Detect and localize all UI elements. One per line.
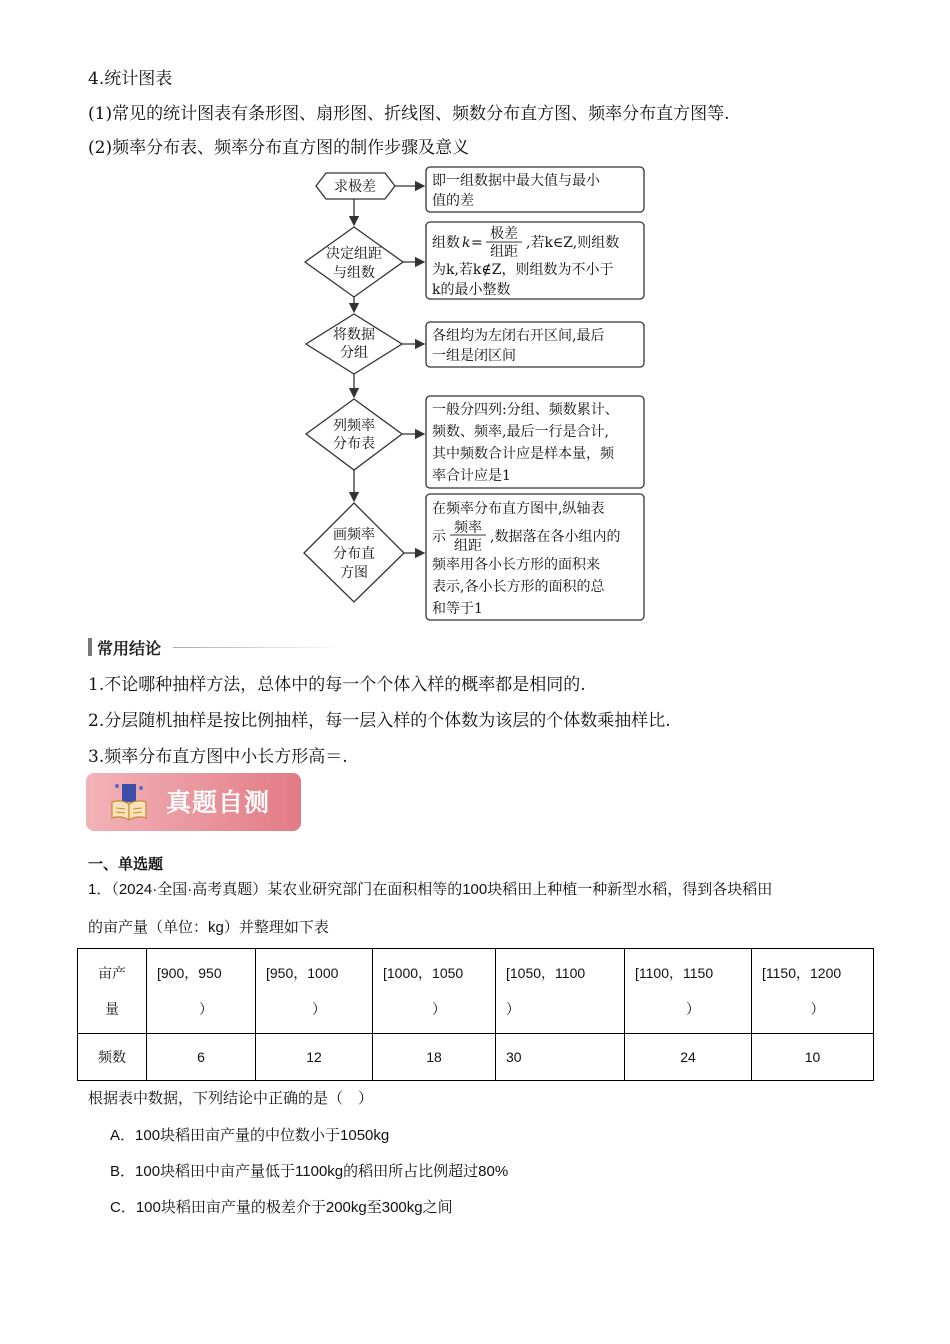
step-label-line: 画频率 — [333, 527, 375, 543]
desc-line: 即一组数据中最大值与最小 — [432, 173, 600, 189]
table-header-cell — [256, 949, 373, 1034]
desc-line: 频率用各小长方形的面积来 — [432, 557, 600, 573]
step-label-range: 求极差 — [334, 179, 376, 195]
table-header-cell — [78, 949, 147, 1034]
desc-line: 其中频数合计应是样本量，频 — [432, 446, 614, 462]
interval-close: ） — [506, 1001, 520, 1017]
desc-line: 为k,若k∉Z，则组数为不小于 — [432, 262, 614, 278]
table-cell: 30 — [496, 1034, 625, 1081]
table-cell: 频数 — [78, 1034, 147, 1081]
row-label: 量 — [105, 1001, 119, 1017]
desc-text: = — [471, 235, 483, 251]
table-row — [78, 949, 874, 1034]
desc-line: 各组均为左闭右开区间,最后 — [432, 328, 605, 344]
interval-label: [1000，1050 — [383, 965, 464, 981]
step-label-line: 决定组距 — [326, 246, 382, 262]
step-label-line: 方图 — [340, 565, 368, 581]
row-label: 亩产 — [98, 965, 126, 981]
desc-text: k — [462, 235, 471, 251]
fraction-numerator: 频率 — [454, 520, 482, 536]
table-row — [78, 1034, 874, 1081]
conclusion-item: 3.频率分布直方图中小长方形高＝. — [88, 747, 348, 767]
exercise-section-title: 一、单选题 — [88, 856, 164, 873]
desc-line: k的最小整数 — [432, 282, 511, 298]
book-icon — [108, 780, 152, 824]
header-accent-bar — [88, 638, 92, 656]
desc-line: 频数、频率,最后一行是合计, — [432, 424, 609, 440]
desc-text: ,若k∈Z,则组数 — [526, 235, 620, 251]
interval-label: [1050，1100 — [506, 965, 586, 981]
fraction-denominator: 组距 — [490, 244, 518, 260]
desc-line: 率合计应是1 — [432, 468, 511, 484]
desc-text: 示 — [432, 529, 446, 545]
answer-option-a[interactable]: A．100块稻田亩产量的中位数小于1050kg — [110, 1127, 390, 1144]
table-header-cell — [373, 949, 496, 1034]
interval-label: [950，1000 — [266, 965, 339, 981]
step-label-line: 分布表 — [333, 436, 375, 452]
desc-text: 组数 — [432, 235, 460, 251]
table-header-cell — [147, 949, 256, 1034]
interval-close: ） — [686, 1001, 700, 1017]
desc-line: 一般分四列:分组、频数累计、 — [432, 402, 619, 418]
banner-title: 真题自测 — [166, 788, 271, 817]
table-cell: 24 — [625, 1034, 752, 1081]
desc-text: ,数据落在各小组内的 — [490, 529, 621, 545]
fraction-numerator: 极差 — [490, 226, 518, 242]
interval-close: ） — [199, 1001, 213, 1017]
interval-close: ） — [432, 1001, 446, 1017]
table-header-cell — [625, 949, 752, 1034]
conclusion-item: 2.分层随机抽样是按比例抽样，每一层入样的个体数为该层的个体数乘抽样比. — [88, 711, 671, 731]
step-label-line: 分组 — [340, 345, 368, 361]
header-divider — [173, 647, 343, 648]
interval-label: [1100，1150 — [635, 965, 714, 981]
question-text: 1．（2024·全国·高考真题）某农业研究部门在面积相等的100块稻田上种植一种新型水稻，得到各块稻田 — [88, 881, 773, 898]
section-banner — [86, 773, 301, 831]
step-shape-group-width — [305, 227, 403, 297]
interval-close: ） — [810, 1001, 825, 1017]
step-label-line: 与组数 — [333, 265, 375, 281]
desc-line: 一组是闭区间 — [432, 348, 516, 364]
step-shape-freq-table — [306, 399, 402, 470]
step-label-line: 列频率 — [333, 418, 375, 434]
fraction-denominator: 组距 — [454, 538, 482, 554]
question-prompt: 根据表中数据，下列结论中正确的是（ ） — [88, 1090, 374, 1107]
section-heading: 4.统计图表 — [88, 69, 173, 89]
table-cell: 12 — [256, 1034, 373, 1081]
interval-label: [1150，1200 — [762, 965, 842, 981]
point-2: (2)频率分布表、频率分布直方图的制作步骤及意义 — [88, 138, 470, 158]
desc-line: 表示,各小长方形的面积的总 — [432, 579, 605, 595]
desc-line: 和等于1 — [432, 601, 483, 617]
point-1: (1)常见的统计图表有条形图、扇形图、折线图、频数分布直方图、频率分布直方图等. — [88, 104, 730, 124]
answer-option-b[interactable]: B．100块稻田中亩产量低于1100kg的稻田所占比例超过80% — [110, 1163, 509, 1180]
question-text: 的亩产量（单位：kg）并整理如下表 — [88, 919, 329, 936]
desc-line: 值的差 — [432, 193, 474, 209]
table-header-cell — [752, 949, 874, 1034]
step-shape-grouping — [306, 314, 402, 374]
table-cell: 18 — [373, 1034, 496, 1081]
answer-option-c[interactable]: C．100块稻田亩产量的极差介于200kg至300kg之间 — [110, 1199, 453, 1216]
flowchart — [0, 0, 950, 630]
interval-close: ） — [312, 1001, 326, 1017]
yield-table — [77, 948, 874, 1081]
conclusion-item: 1.不论哪种抽样方法，总体中的每一个个体入样的概率都是相同的. — [88, 675, 586, 695]
conclusions-header — [88, 636, 348, 658]
desc-line: 在频率分布直方图中,纵轴表 — [432, 501, 605, 517]
table-header-cell — [496, 949, 625, 1034]
interval-label: [900，950 — [157, 965, 222, 981]
step-label-line: 将数据 — [333, 327, 375, 343]
conclusions-title: 常用结论 — [97, 639, 162, 658]
table-cell: 10 — [752, 1034, 874, 1081]
step-label-line: 分布直 — [333, 546, 375, 562]
table-cell: 6 — [147, 1034, 256, 1081]
